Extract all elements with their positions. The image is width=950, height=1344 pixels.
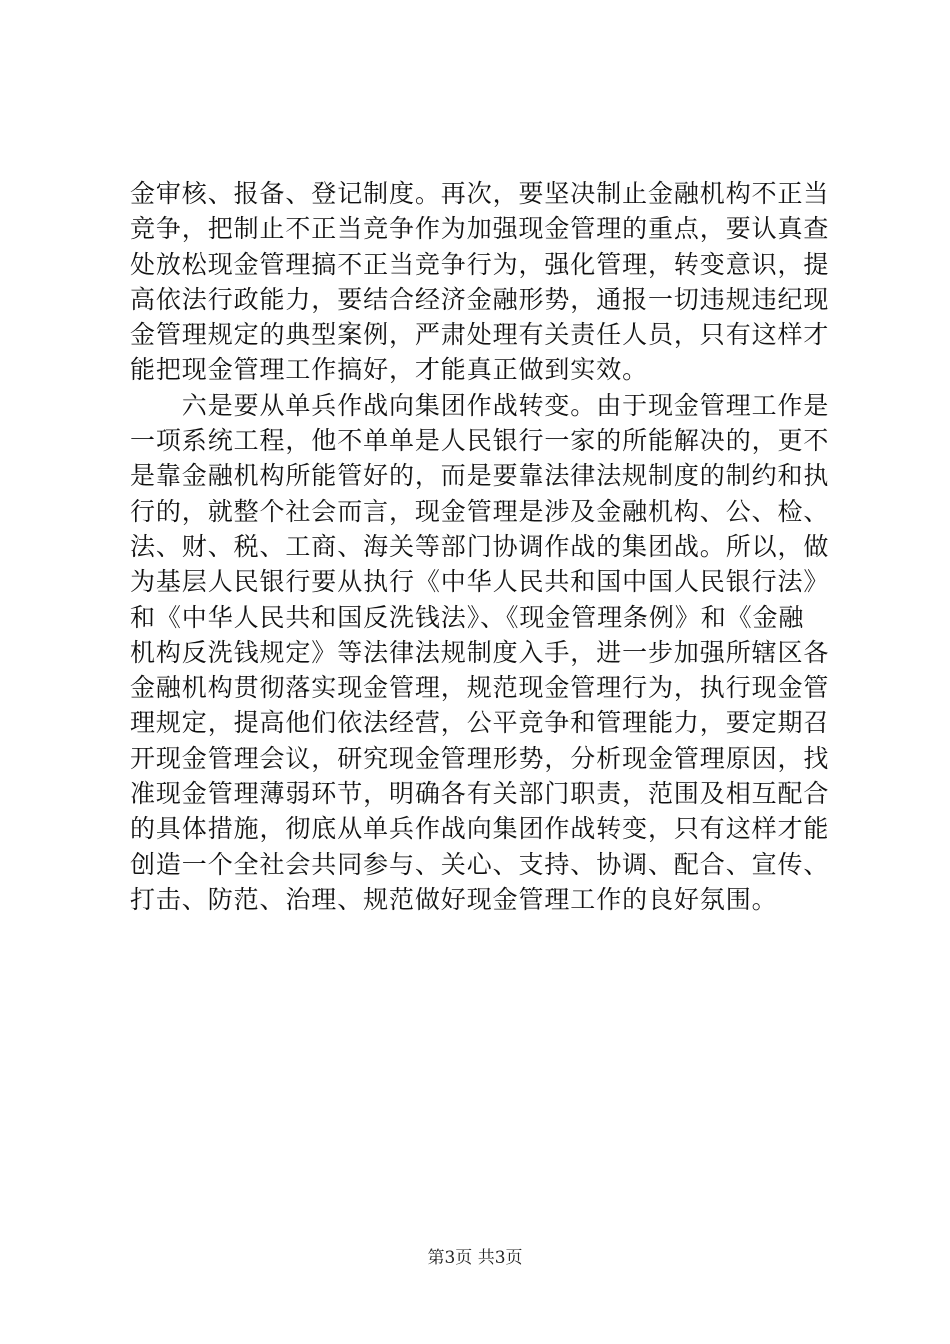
text-line: 高依法行政能力，要结合经济金融形势，通报一切违规违纪现 bbox=[130, 284, 830, 314]
text-line: 为基层人民银行要从执行《中华人民共和国中国人民银行法》 bbox=[130, 567, 830, 597]
text-line: 六是要从单兵作战向集团作战转变。由于现金管理工作是 bbox=[130, 390, 830, 420]
text-line: 和《中华人民共和国反洗钱法》、《现金管理条例》和《金融 bbox=[130, 602, 805, 632]
text-line: 金管理规定的典型案例，严肃处理有关责任人员，只有这样才 bbox=[130, 320, 830, 350]
text-line: 理规定，提高他们依法经营，公平竞争和管理能力，要定期召 bbox=[130, 708, 830, 738]
text-line: 能把现金管理工作搞好，才能真正做到实效。 bbox=[130, 355, 649, 385]
text-line: 的具体措施，彻底从单兵作战向集团作战转变，只有这样才能 bbox=[130, 814, 830, 844]
text-line: 是靠金融机构所能管好的，而是要靠法律法规制度的制约和执 bbox=[130, 461, 830, 491]
text-line: 一项系统工程，他不单单是人民银行一家的所能解决的，更不 bbox=[130, 426, 830, 456]
body-text bbox=[130, 176, 830, 917]
text-line: 竞争，把制止不正当竞争作为加强现金管理的重点，要认真查 bbox=[130, 214, 830, 244]
text-line: 准现金管理薄弱环节，明确各有关部门职责，范围及相互配合 bbox=[130, 779, 830, 809]
text-line: 开现金管理会议，研究现金管理形势，分析现金管理原因，找 bbox=[130, 743, 830, 773]
text-line: 打击、防范、治理、规范做好现金管理工作的良好氛围。 bbox=[130, 884, 778, 914]
text-line: 创造一个全社会共同参与、关心、支持、协调、配合、宣传、 bbox=[130, 849, 830, 879]
text-line: 机构反洗钱规定》等法律法规制度入手，进一步加强所辖区各 bbox=[130, 637, 830, 667]
text-line: 金审核、报备、登记制度。再次，要坚决制止金融机构不正当 bbox=[130, 179, 830, 208]
page-number-footer: 第3页 共3页 bbox=[427, 1248, 523, 1268]
text-line: 金融机构贯彻落实现金管理，规范现金管理行为，执行现金管 bbox=[130, 673, 830, 703]
text-line: 行的，就整个社会而言，现金管理是涉及金融机构、公、检、 bbox=[130, 496, 830, 526]
text-line: 法、财、税、工商、海关等部门协调作战的集团战。所以，做 bbox=[130, 531, 830, 561]
text-line: 处放松现金管理搞不正当竞争行为，强化管理，转变意识，提 bbox=[130, 249, 830, 279]
